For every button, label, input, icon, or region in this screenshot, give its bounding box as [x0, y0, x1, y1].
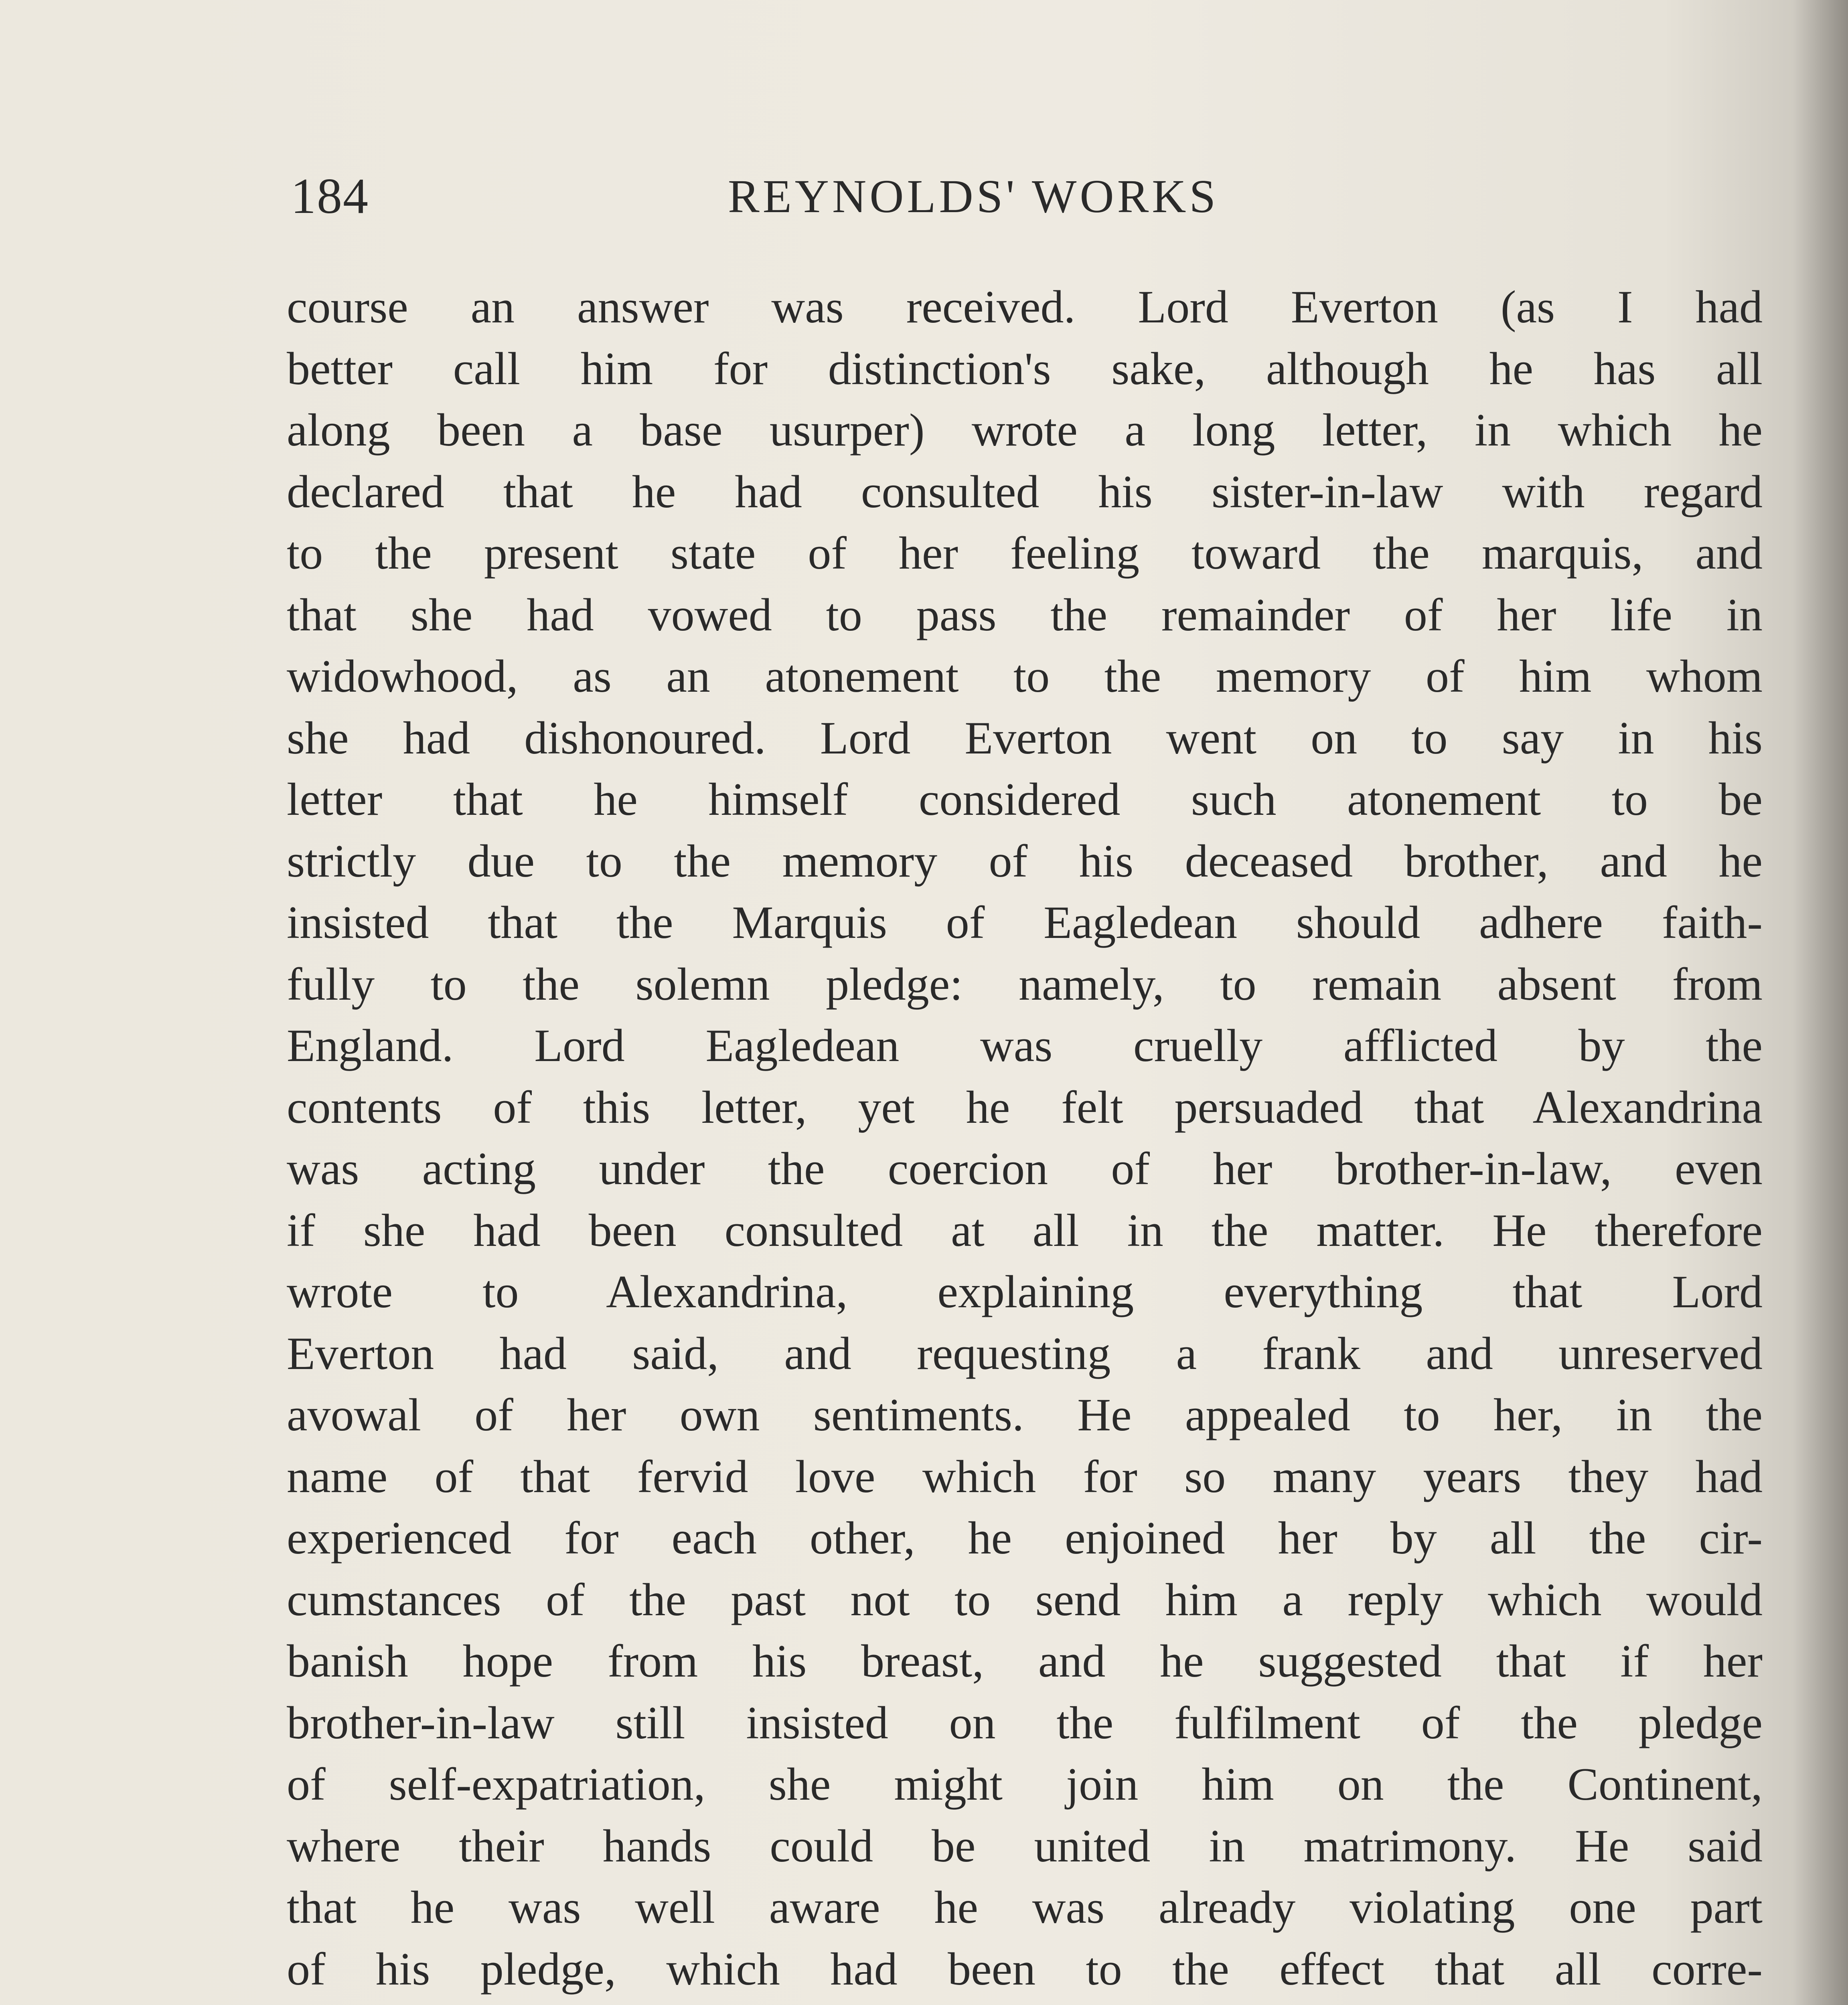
text-line: wrote to Alexandrina, explaining everything that Lord [287, 1266, 1763, 1318]
text-line: England. Lord Eagledean was cruelly afflicted by the [287, 1020, 1763, 1071]
text-line [287, 2000, 1763, 2005]
text-line: avowal of her own sentiments. He appealed to her, in the [287, 1389, 1763, 1441]
text-line: to the present state of her feeling toward the marquis, and [287, 528, 1763, 579]
text-line: brother-in-law still insisted on the fulfilment of the pledge [287, 1697, 1763, 1749]
text-line: along been a base usurper) wrote a long letter, in which he [287, 405, 1763, 456]
text-line: course an answer was received. Lord Everton (as I had [287, 282, 1763, 333]
page-number: 184 [291, 168, 369, 224]
text-line: letter that he himself considered such atonement to be [287, 774, 1763, 825]
text-line: that she had vowed to pass the remainder of her life in [287, 589, 1763, 641]
text-line: banish hope from his breast, and he suggested that if her [287, 1636, 1763, 1687]
text-line: where their hands could be united in matrimony. He said [287, 1820, 1763, 1872]
text-line: of his pledge, which had been to the effect that all corre- [287, 1943, 1763, 1995]
text-line: name of that fervid love which for so many years they had [287, 1451, 1763, 1503]
text-line: fully to the solemn pledge: namely, to remain absent from [287, 958, 1763, 1010]
text-line: was acting under the coercion of her brother-in-law, even [287, 1143, 1763, 1195]
body-text [287, 277, 1763, 2005]
text-line: widowhood, as an atonement to the memory of him whom [287, 651, 1763, 702]
text-line: that he was well aware he was already violating one part [287, 1882, 1763, 1933]
text-line: better call him for distinction's sake, although he has all [287, 343, 1763, 395]
text-line: Everton had said, and requesting a frank and unreserved [287, 1328, 1763, 1379]
text-line: cumstances of the past not to send him a reply which would [287, 1574, 1763, 1626]
text-line: strictly due to the memory of his deceased brother, and he [287, 835, 1763, 887]
text-line: contents of this letter, yet he felt persuaded that Alexandrina [287, 1081, 1763, 1133]
running-title: REYNOLDS' WORKS [728, 170, 1219, 223]
running-head [291, 160, 1321, 233]
text-line: of self-expatriation, she might join him on the Continent, [287, 1759, 1763, 1810]
text-line: insisted that the Marquis of Eagledean should adhere faith- [287, 897, 1763, 948]
text-line: experienced for each other, he enjoined her by all the cir- [287, 1513, 1763, 1564]
text-line: declared that he had consulted his sister-in-law with regard [287, 466, 1763, 518]
text-line: she had dishonoured. Lord Everton went on to say in his [287, 712, 1763, 764]
text-line: if she had been consulted at all in the matter. He therefore [287, 1205, 1763, 1256]
